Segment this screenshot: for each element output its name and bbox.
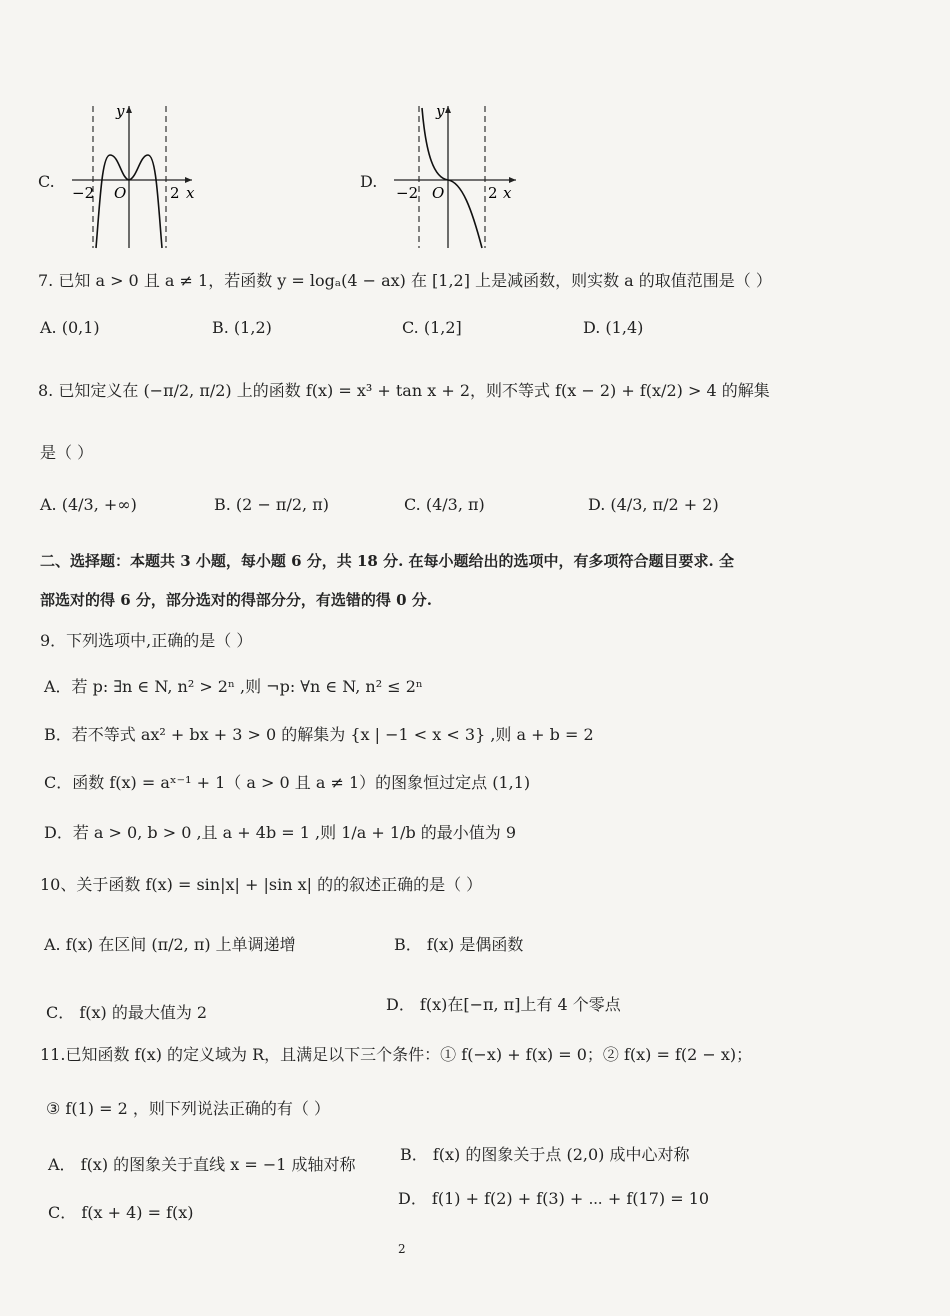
q9-option-c: C．函数 f(x) = aˣ⁻¹ + 1（ a > 0 且 a ≠ 1）的图象恒过定点 (1,1)	[44, 773, 531, 792]
q7-stem: 7. 已知 a > 0 且 a ≠ 1，若函数 y = logₐ(4 − ax) 在 [1,2] 上是减函数，则实数 a 的取值范围是（ ）	[38, 271, 772, 290]
graph-d-neg-tick: −2	[396, 184, 419, 202]
q11-option-d: D． f(1) + f(2) + f(3) + ⋯ + f(17) = 10	[398, 1189, 710, 1208]
q9-option-b: B．若不等式 ax² + bx + 3 > 0 的解集为 {x | −1 < x < 3} ,则 a + b = 2	[44, 725, 594, 744]
graph-d-figure	[360, 100, 530, 250]
graph-c-y-label: y	[116, 102, 125, 120]
q9-stem: 9．下列选项中,正确的是（ ）	[40, 631, 253, 650]
q11-stem-cont: ③ f(1) = 2 ，则下列说法正确的有（ ）	[46, 1099, 330, 1118]
option-c-label: C.	[38, 172, 55, 191]
page-number: 2	[398, 1242, 406, 1256]
q7-option-b: B. (1,2)	[212, 318, 272, 337]
section2-line1: 二、选择题：本题共 3 小题，每小题 6 分，共 18 分. 在每小题给出的选项中，有多项符合题目要求. 全	[40, 552, 734, 570]
option-d-label: D.	[360, 172, 378, 191]
q11-option-a: A． f(x) 的图象关于直线 x = −1 成轴对称	[48, 1155, 356, 1174]
q11-option-c: C． f(x + 4) = f(x)	[48, 1203, 194, 1222]
graph-d-pos-tick: 2	[488, 184, 498, 202]
q7-option-d: D. (1,4)	[583, 318, 644, 337]
q10-option-d: D． f(x)在[−π, π]上有 4 个零点	[386, 995, 621, 1014]
q8-option-c: C. (4/3, π)	[404, 495, 485, 514]
q8-option-b: B. (2 − π/2, π)	[214, 495, 329, 514]
graph-c-pos-tick: 2	[170, 184, 180, 202]
q10-stem: 10、关于函数 f(x) = sin|x| + |sin x| 的的叙述正确的是（ ）	[40, 875, 483, 894]
curve-d	[422, 108, 482, 248]
graph-c-figure	[36, 100, 206, 250]
graph-option-c	[36, 100, 206, 250]
graph-d-y-label: y	[436, 102, 445, 120]
q7-option-a: A. (0,1)	[40, 318, 100, 337]
q8-option-d: D. (4/3, π/2 + 2)	[588, 495, 719, 514]
graph-c-neg-tick: −2	[72, 184, 95, 202]
q11-stem: 11.已知函数 f(x) 的定义域为 R，且满足以下三个条件：① f(−x) + f(x) = 0；② f(x) = f(2 − x)；	[40, 1045, 753, 1064]
q8-stem-cont: 是（ ）	[40, 443, 94, 462]
q11-option-b: B． f(x) 的图象关于点 (2,0) 成中心对称	[400, 1145, 690, 1164]
section2-line2: 部选对的得 6 分，部分选对的得部分分，有选错的得 0 分.	[40, 591, 432, 609]
q8-stem: 8. 已知定义在 (−π/2, π/2) 上的函数 f(x) = x³ + tan x + 2，则不等式 f(x − 2) + f(x/2) > 4 的解集	[38, 381, 770, 400]
graph-c-x-label: x	[186, 184, 195, 202]
graph-d-x-label: x	[503, 184, 512, 202]
graph-c-origin: O	[114, 184, 127, 202]
graph-option-d	[360, 100, 530, 250]
q9-option-d: D．若 a > 0, b > 0 ,且 a + 4b = 1 ,则 1/a + 1/b 的最小值为 9	[44, 823, 517, 842]
q9-option-a: A．若 p: ∃n ∈ N, n² > 2ⁿ ,则 ¬p: ∀n ∈ N, n² ≤ 2ⁿ	[44, 677, 423, 696]
graph-d-origin: O	[432, 184, 445, 202]
q8-option-a: A. (4/3, +∞)	[40, 495, 137, 514]
q10-option-b: B． f(x) 是偶函数	[394, 935, 524, 954]
q10-option-c: C． f(x) 的最大值为 2	[46, 1003, 208, 1022]
q7-option-c: C. (1,2]	[402, 318, 462, 337]
q10-option-a: A. f(x) 在区间 (π/2, π) 上单调递增	[44, 935, 296, 954]
